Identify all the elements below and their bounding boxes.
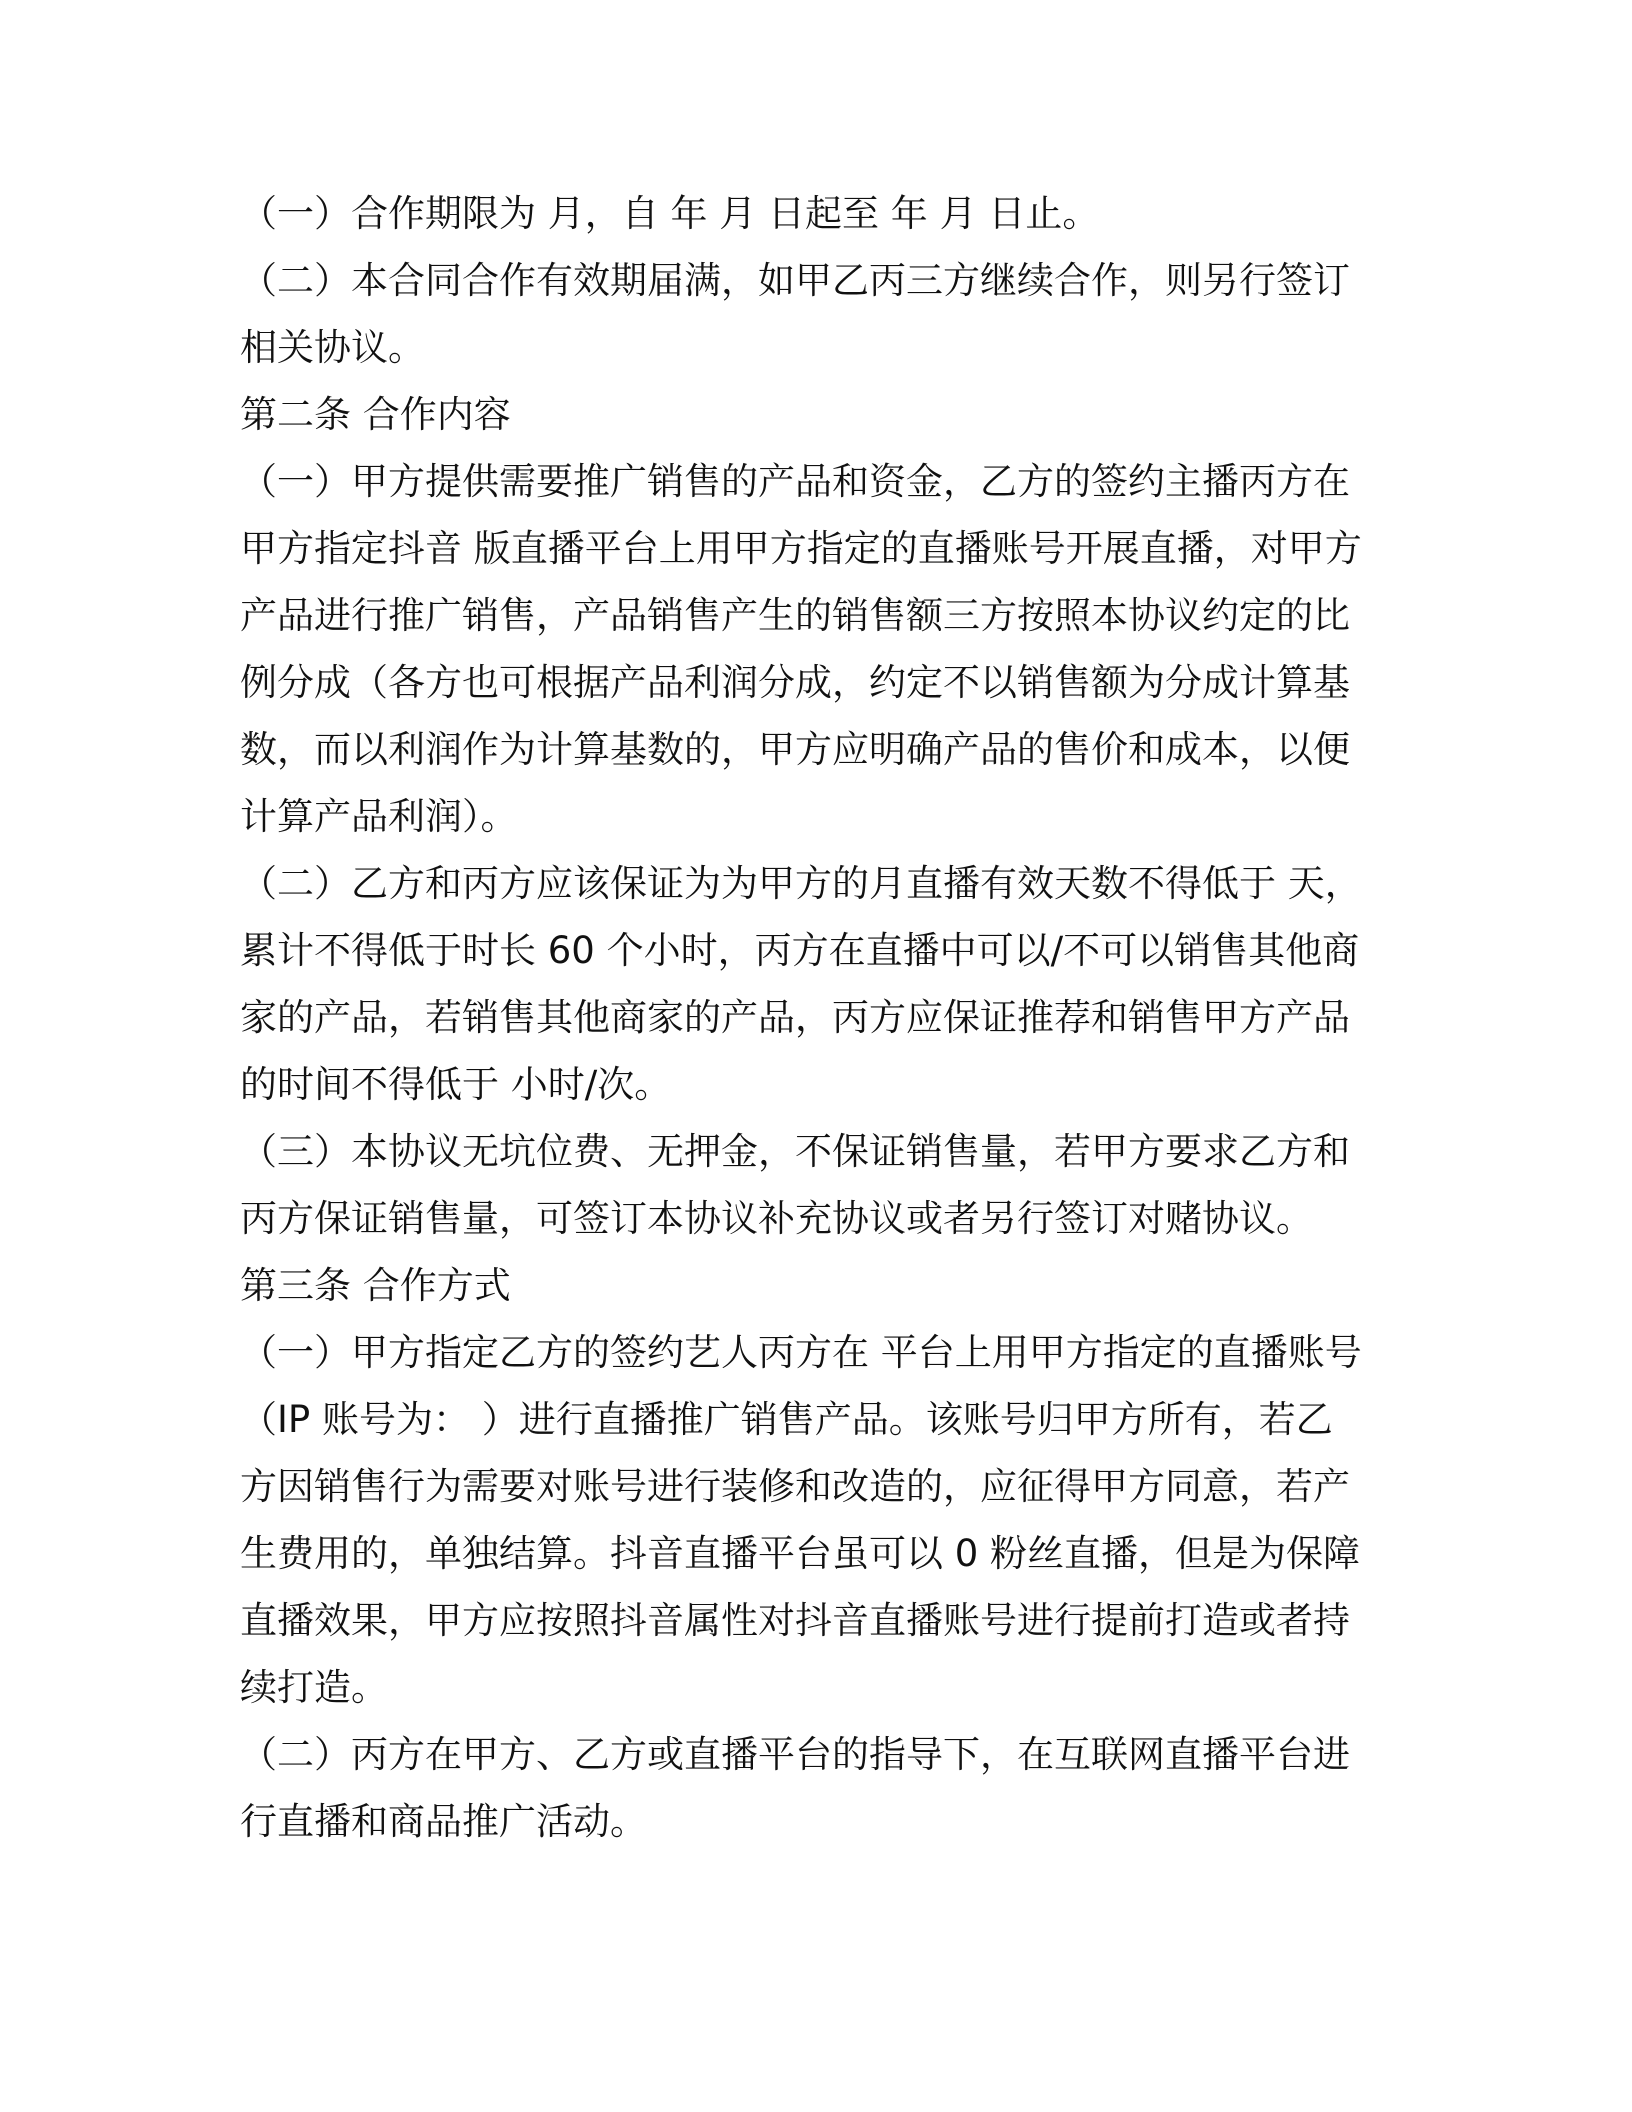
article-3-clause-2 <box>240 1721 1390 1855</box>
article-3-heading: 第三条 合作方式 <box>240 1264 511 1307</box>
text-line: （二）乙方和丙方应该保证为为甲方的月直播有效天数不得低于 天， <box>240 862 1362 905</box>
term-clause-1 <box>240 180 1390 247</box>
text-line: （一）合作期限为 月，自 年 月 日起至 年 月 日止。 <box>240 192 1100 235</box>
text-line: 生费用的，单独结算。抖音直播平台虽可以 0 粉丝直播，但是为保障 <box>240 1532 1361 1575</box>
text-line: 累计不得低于时长 60 个小时，丙方在直播中可以/不可以销售其他商 <box>240 929 1360 972</box>
text-line: 数，而以利润作为计算基数的，甲方应明确产品的售价和成本，以便 <box>240 728 1350 771</box>
text-line: 丙方保证销售量，可签订本协议补充协议或者另行签订对赌协议。 <box>240 1197 1313 1240</box>
article-2-clause-2 <box>240 850 1390 1118</box>
text-line: 相关协议。 <box>240 326 425 369</box>
text-line: 方因销售行为需要对账号进行装修和改造的，应征得甲方同意，若产 <box>240 1465 1350 1508</box>
article-2-heading: 第二条 合作内容 <box>240 393 511 436</box>
article-2-clause-3 <box>240 1118 1390 1252</box>
text-line: （IP 账号为： ）进行直播推广销售产品。该账号归甲方所有，若乙 <box>240 1398 1333 1441</box>
document-page <box>240 180 1390 1855</box>
term-clause-2 <box>240 247 1390 381</box>
article-2-clause-1 <box>240 448 1390 850</box>
text-line: 行直播和商品推广活动。 <box>240 1800 647 1843</box>
text-line: （二）丙方在甲方、乙方或直播平台的指导下，在互联网直播平台进 <box>240 1733 1350 1776</box>
text-line: 计算产品利润）。 <box>240 795 518 838</box>
text-line: 续打造。 <box>240 1666 388 1709</box>
text-line: 甲方指定抖音 版直播平台上用甲方指定的直播账号开展直播，对甲方 <box>240 527 1362 570</box>
text-line: 例分成（各方也可根据产品利润分成，约定不以销售额为分成计算基 <box>240 661 1350 704</box>
text-line: 直播效果，甲方应按照抖音属性对抖音直播账号进行提前打造或者持 <box>240 1599 1350 1642</box>
text-line: （一）甲方指定乙方的签约艺人丙方在 平台上用甲方指定的直播账号 <box>240 1331 1362 1374</box>
text-line: 的时间不得低于 小时/次。 <box>240 1063 672 1106</box>
text-line: 家的产品，若销售其他商家的产品，丙方应保证推荐和销售甲方产品 <box>240 996 1350 1039</box>
text-line: 产品进行推广销售，产品销售产生的销售额三方按照本协议约定的比 <box>240 594 1350 637</box>
text-line: （一）甲方提供需要推广销售的产品和资金，乙方的签约主播丙方在 <box>240 460 1350 503</box>
article-3-clause-1 <box>240 1319 1390 1721</box>
text-line: （三）本协议无坑位费、无押金，不保证销售量，若甲方要求乙方和 <box>240 1130 1350 1173</box>
text-line: （二）本合同合作有效期届满，如甲乙丙三方继续合作，则另行签订 <box>240 259 1350 302</box>
